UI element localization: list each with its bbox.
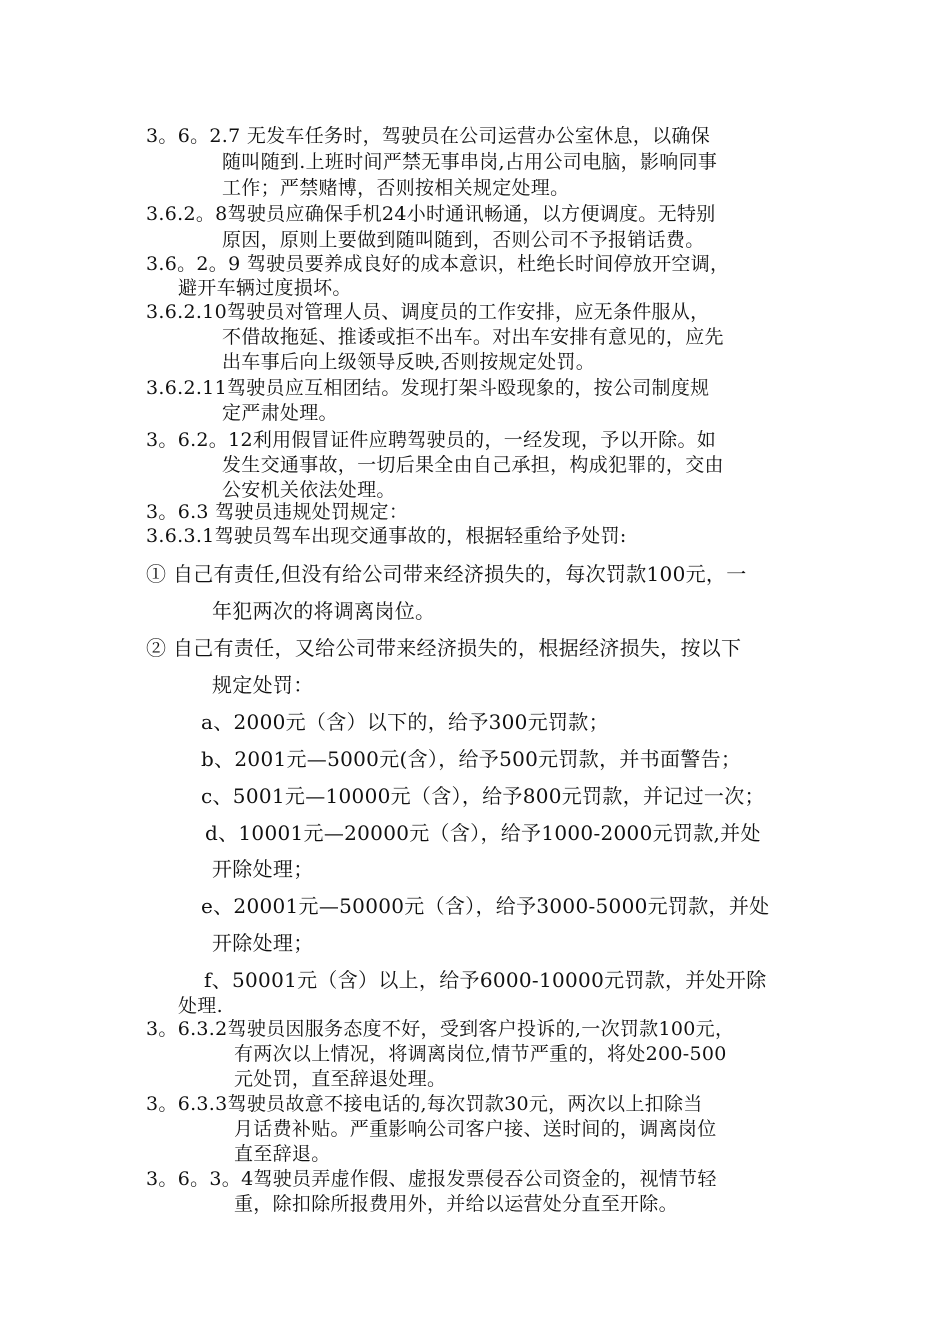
text-line: 随叫随到.上班时间严禁无事串岗,占用公司电脑，影响同事: [222, 151, 718, 173]
text-line: 发生交通事故，一切后果全由自己承担，构成犯罪的，交由: [222, 454, 724, 476]
text-line: 规定处罚：: [212, 673, 314, 697]
text-line: 有两次以上情况，将调离岗位,情节严重的，将处200-500: [234, 1043, 727, 1065]
text-line: 3.6.2.10驾驶员对管理人员、调度员的工作安排，应无条件服从，: [146, 301, 710, 323]
text-line: 月话费补贴。严重影响公司客户接、送时间的，调离岗位: [234, 1118, 717, 1140]
text-line: 公安机关依法处理。: [222, 479, 396, 501]
list-item-1: ① 自己有责任,但没有给公司带来经济损失的，每次罚款100元，一: [146, 562, 747, 586]
text-line: 3.6.2.11驾驶员应互相团结。发现打架斗殴现象的，按公司制度规: [146, 377, 710, 399]
text-line: 原因，原则上要做到随叫随到，否则公司不予报销话费。: [222, 229, 705, 251]
text-line: 出车事后向上级领导反映,否则按规定处罚。: [222, 351, 596, 373]
text-line: 重，除扣除所报费用外，并给以运营处分直至开除。: [234, 1193, 678, 1215]
section-heading: 3。6.3 驾驶员违规处罚规定：: [146, 501, 409, 523]
text-line: 3.6.2。8驾驶员应确保手机24小时通讯畅通，以方便调度。无特别: [146, 203, 716, 225]
text-line: 处理.: [178, 995, 223, 1017]
text-line: 避开车辆过度损坏。: [178, 277, 352, 299]
sub-item-d: d、10001元—20000元（含），给予1000-2000元罚款,并处: [205, 821, 761, 845]
text-line: 定严肃处理。: [222, 402, 338, 424]
text-line: 3.6。2。9 驾驶员要养成良好的成本意识，杜绝长时间停放开空调，: [146, 253, 730, 275]
text-line: 3。6.3.3驾驶员故意不接电话的,每次罚款30元，两次以上扣除当: [146, 1093, 703, 1115]
sub-item-a: a、2000元（含）以下的，给予300元罚款；: [201, 710, 609, 734]
text-line: 3。6.3.2驾驶员因服务态度不好，受到客户投诉的,一次罚款100元，: [146, 1018, 735, 1040]
text-line: 开除处理；: [212, 931, 314, 955]
text-line: 3.6.3.1驾驶员驾车出现交通事故的，根据轻重给予处罚:: [146, 525, 627, 547]
sub-item-e: e、20001元—50000元（含），给予3000-5000元罚款，并处: [201, 894, 770, 918]
sub-item-c: c、5001元—10000元（含），给予800元罚款，并记过一次；: [201, 784, 765, 808]
text-line: 开除处理；: [212, 857, 314, 881]
sub-item-b: b、2001元—5000元(含），给予500元罚款，并书面警告；: [201, 747, 742, 771]
sub-item-f: f、50001元（含）以上，给予6000-10000元罚款，并处开除: [204, 968, 767, 992]
text-line: 3。6。3。4驾驶员弄虚作假、虚报发票侵吞公司资金的，视情节轻: [146, 1168, 717, 1190]
text-line: 直至辞退。: [234, 1143, 331, 1165]
text-line: 元处罚，直至辞退处理。: [234, 1068, 447, 1090]
text-line: 工作；严禁赌博，否则按相关规定处理。: [222, 177, 570, 199]
text-line: 年犯两次的将调离岗位。: [212, 599, 436, 623]
text-line: 3。6。2.7 无发车任务时，驾驶员在公司运营办公室休息，以确保: [146, 125, 711, 147]
text-line: 3。6.2。12利用假冒证件应聘驾驶员的，一经发现，予以开除。如: [146, 429, 717, 451]
text-line: 不借故拖延、推诿或拒不出车。对出车安排有意见的，应先: [222, 326, 724, 348]
list-item-2: ② 自己有责任，又给公司带来经济损失的，根据经济损失，按以下: [146, 636, 742, 660]
